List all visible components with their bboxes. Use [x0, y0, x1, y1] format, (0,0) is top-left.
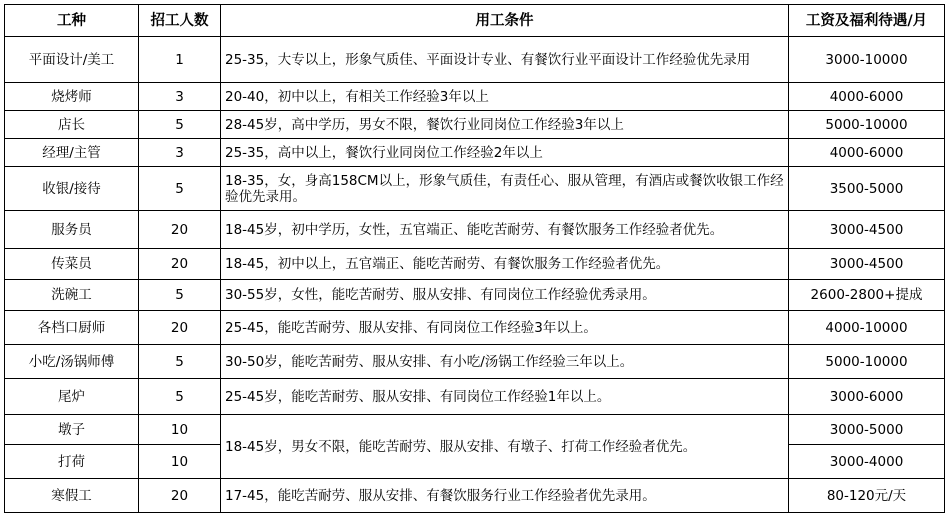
recruitment-table — [4, 4, 945, 513]
table-row — [5, 211, 945, 249]
position-cell: 传菜员 — [5, 249, 139, 280]
position-cell: 各档口厨师 — [5, 311, 139, 345]
conditions-cell: 25-35，高中以上，餐饮行业同岗位工作经验2年以上 — [221, 139, 789, 167]
conditions-cell: 18-35，女，身高158CM以上，形象气质佳，有责任心、服从管理，有酒店或餐饮收银工作经验优先录用。 — [221, 167, 789, 211]
count-cell: 5 — [139, 379, 221, 415]
table-row — [5, 280, 945, 311]
salary-cell: 3500-5000 — [789, 167, 945, 211]
position-cell: 服务员 — [5, 211, 139, 249]
conditions-cell: 25-45岁，能吃苦耐劳、服从安排、有同岗位工作经验1年以上。 — [221, 379, 789, 415]
position-cell: 打荷 — [5, 445, 139, 479]
conditions-cell: 30-50岁，能吃苦耐劳、服从安排、有小吃/汤锅工作经验三年以上。 — [221, 345, 789, 379]
header-salary: 工资及福利待遇/月 — [789, 5, 945, 37]
salary-cell: 5000-10000 — [789, 345, 945, 379]
salary-cell: 5000-10000 — [789, 111, 945, 139]
salary-cell: 3000-4000 — [789, 445, 945, 479]
position-cell: 平面设计/美工 — [5, 37, 139, 83]
count-cell: 20 — [139, 211, 221, 249]
count-cell: 5 — [139, 111, 221, 139]
header-row — [5, 5, 945, 37]
position-cell: 寒假工 — [5, 479, 139, 513]
conditions-cell: 30-55岁，女性，能吃苦耐劳、服从安排、有同岗位工作经验优秀录用。 — [221, 280, 789, 311]
table-row — [5, 83, 945, 111]
count-cell: 3 — [139, 83, 221, 111]
position-cell: 收银/接待 — [5, 167, 139, 211]
position-cell: 烧烤师 — [5, 83, 139, 111]
table-row — [5, 479, 945, 513]
table-row — [5, 415, 945, 445]
conditions-cell: 25-35，大专以上，形象气质佳、平面设计专业、有餐饮行业平面设计工作经验优先录用 — [221, 37, 789, 83]
table-row — [5, 311, 945, 345]
count-cell: 10 — [139, 445, 221, 479]
count-cell: 20 — [139, 479, 221, 513]
table-row — [5, 249, 945, 280]
table-row — [5, 37, 945, 83]
salary-cell: 3000-6000 — [789, 379, 945, 415]
position-cell: 店长 — [5, 111, 139, 139]
salary-cell: 3000-5000 — [789, 415, 945, 445]
header-conditions: 用工条件 — [221, 5, 789, 37]
table-row — [5, 345, 945, 379]
conditions-cell: 18-45岁，初中学历，女性，五官端正、能吃苦耐劳、有餐饮服务工作经验者优先。 — [221, 211, 789, 249]
count-cell: 20 — [139, 249, 221, 280]
position-cell: 尾炉 — [5, 379, 139, 415]
count-cell: 3 — [139, 139, 221, 167]
conditions-cell: 17-45，能吃苦耐劳、服从安排、有餐饮服务行业工作经验者优先录用。 — [221, 479, 789, 513]
position-cell: 小吃/汤锅师傅 — [5, 345, 139, 379]
salary-cell: 80-120元/天 — [789, 479, 945, 513]
conditions-cell: 20-40，初中以上，有相关工作经验3年以上 — [221, 83, 789, 111]
conditions-cell: 25-45，能吃苦耐劳、服从安排、有同岗位工作经验3年以上。 — [221, 311, 789, 345]
count-cell: 5 — [139, 280, 221, 311]
position-cell: 墩子 — [5, 415, 139, 445]
count-cell: 20 — [139, 311, 221, 345]
salary-cell: 4000-10000 — [789, 311, 945, 345]
salary-cell: 3000-10000 — [789, 37, 945, 83]
table-row — [5, 167, 945, 211]
count-cell: 5 — [139, 167, 221, 211]
salary-cell: 3000-4500 — [789, 211, 945, 249]
salary-cell: 4000-6000 — [789, 139, 945, 167]
salary-cell: 4000-6000 — [789, 83, 945, 111]
position-cell: 经理/主管 — [5, 139, 139, 167]
header-position: 工种 — [5, 5, 139, 37]
count-cell: 1 — [139, 37, 221, 83]
header-count: 招工人数 — [139, 5, 221, 37]
position-cell: 洗碗工 — [5, 280, 139, 311]
salary-cell: 2600-2800+提成 — [789, 280, 945, 311]
conditions-cell: 18-45岁，男女不限，能吃苦耐劳、服从安排、有墩子、打荷工作经验者优先。 — [221, 415, 789, 479]
count-cell: 10 — [139, 415, 221, 445]
conditions-cell: 18-45，初中以上，五官端正、能吃苦耐劳、有餐饮服务工作经验者优先。 — [221, 249, 789, 280]
table-row — [5, 111, 945, 139]
conditions-cell: 28-45岁，高中学历，男女不限，餐饮行业同岗位工作经验3年以上 — [221, 111, 789, 139]
salary-cell: 3000-4500 — [789, 249, 945, 280]
count-cell: 5 — [139, 345, 221, 379]
table-row — [5, 379, 945, 415]
table-row — [5, 139, 945, 167]
